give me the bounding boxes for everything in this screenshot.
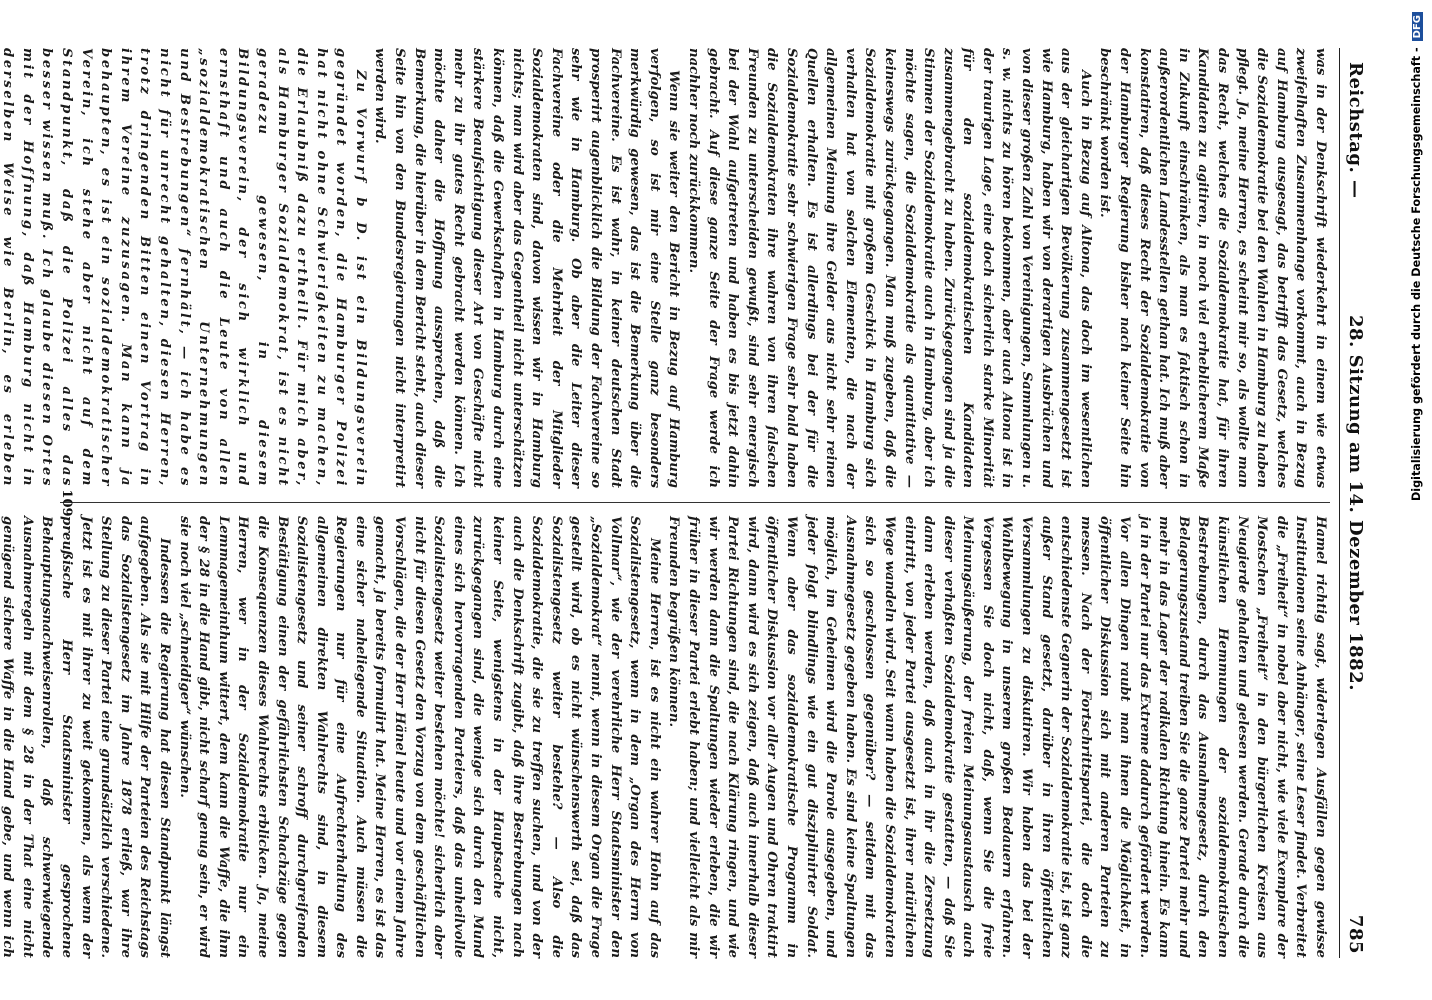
header-title: 28. Sitzung am 14. Dezember 1882. [1345, 315, 1366, 691]
column-divider [60, 502, 1330, 503]
paragraph: Meine Herren, ist es nicht ein wahrer Hohn auf das Sozialistengesetz, wenn in dem „Organ des Herrn von Vollmar“, wie der verehrliche Herr Staatsminister den „Sozialdemokrat“ nennt, wenn in diesem Organ die Frage gestellt wird, ob es nicht wünschenswerth sei, daß das Sozialistengesetz weiter bestehe? — Also die Sozialdemokratie, die sie zu treffen suchen, und von der auch die Denkschrift zugibt, daß ihre Bestrebungen nach keiner Seite, wenigstens in der Hauptsache nicht, zurückgegangen sind, die wenige sich durch den Mund eines sich hervorragenden Parteiers, daß das unheilvolle Sozialistengesetz weiter bestehen möchte! sicherlich aber nicht für diesen Gesetz den Vorzug von dem geschäftlichen Vorschlägen, die der Herr Hänel heute und vor einem Jahre gemacht, ja bereits formulirt hat. Meine Herren, es ist das eine sicher naheliegende Situation. Auch müssen die Regierungen nur für eine Aufrechterhaltung des allgemeinen direkten Wahlrechts sind, in diesem Sozialistengesetz und seiner schroff durchgreifenden Bestätigung einen der gefährlichsten Schachzüge gegen die Konsequenzen dieses Wahlrechts erblicken. Ja, meine Herren, wer in der Sozialdemokratie nur ein Lemmagemeinthum wittert, dem kann die Waffe, die ihm der § 28 in die Hand gibt, nicht scharf genug sein, er wird sie noch viel „schneidiger“ wünschen. [176, 516, 662, 958]
paragraph: Wenn sie weiter den Bericht in Bezug auf Hamburg verfolgen, so ist mir eine Stelle ganz besonders merkwürdig gewesen, das ist die Bemerkung über die Fachvereine. Es ist wahr, in keiner deutschen Stadt prosperirt augenblicklich die Bildung der Fachvereine so sehr wie in Hamburg. Ob aber die Leiter dieser Fachvereine oder die Mehrheit der Mitglieder Sozialdemokraten sind, davon wissen wir in Hamburg nichts; man wird aber das Gegentheil nicht unterschätzen können, daß die Gewerkschaften in Hamburg durch eine stärkere Beaufsichtigung dieser Art von Geschäfte nicht mehr zu ihr gutes Recht gebracht werden können. Ich möchte daher die Hoffnung aussprechen, daß die Bemerkung, die hierüber in dem Bericht steht, auch dieser Seite hin von den Bundesregierungen nicht interpretirt werden wird. [372, 48, 682, 488]
text-column-right [0, 516, 1330, 958]
paragraph: Zu Vorwurf b D. ist ein Bildungsverein gegründet worden, die Hamburger Polizei hat nicht ohne Schwierigkeiten zu machen, die Erlaubniß dazu ertheilt. Für mich aber, als Hamburger Sozialdemokrat, ist es nicht geradezu gewesen, in diesem Bildungsverein, der sich wirklich und ernsthaft und auch die Leute von allen „sozialdemokratischen Unternehmungen und Bestrebungen“ fernhält, — ich habe es nicht für unrecht gehalten, diesen Herren, trotz dringenden Bitten einen Vortrag in ihrem Vereine zuzusagen. Man kann ja behaupten, es ist ein sozialdemokratischer Verein, ich stehe aber nicht auf dem Standpunkt, daß die Polizei alles das besser wissen muß. Ich glaube diesen Ortes mit der Hoffnung, daß Hamburg nicht in derselben Weise wie Berlin, es erleben [0, 48, 368, 488]
page-number: 785 [1345, 914, 1366, 954]
rotated-page [0, 48, 1370, 958]
page-header [1339, 48, 1370, 958]
dfg-logo: DFG [1412, 12, 1423, 41]
paragraph: Indessen die Regierung hat diesen Standpunkt längst aufgegeben. Als sie mit Hilfe der Parteien des Reichstags das Sozialistengesetz im Jahre 1878 erließ, war ihre Stellung zu dieser Partei eine grundsätzlich verschiedene. Jetzt ist es mit ihrer zu weit gekommen, als wenn der preußische Herr Staatsminister gesprochene Behauptungsnachweisenrollen, daß schwerwiegende Ausnahmeregeln mit dem § 28 in der That eine nicht genügend sichere Waffe in die Hand gebe, und wenn ich [0, 516, 172, 958]
text-column-left [0, 48, 1330, 488]
header-left: Reichstag. — [1345, 62, 1366, 199]
paragraph: was in der Denkschrift wiederkehrt in einem wie etwas zweifelhaften Zusammenhange vorkommt, auch in Bezug auf Hamburg ausgesagt, das betrifft das Gesetz, welches die Sozialdemokratie bei den Wahlen in Hamburg zu haben pflegt. Ja, meine Herren, es scheint mir so, als wollte man das Recht, welches die Sozialdemokratie hat, für ihren Kandidaten zu agitiren, in noch viel erheblicherem Maße in Zukunft einschränken, als man es faktisch schon in außerordentlichen Landesstellen gethan hat. Ich muß aber konstatiren, daß dieses Recht der Sozialdemokratie von der Hamburger Regierung bisher nach keiner Seite hin beschränkt worden ist. [1097, 48, 1328, 488]
digitization-note [1410, 12, 1428, 988]
signature-number: 109 [59, 489, 74, 517]
digitization-text: Digitalisierung gefördert durch die Deutsche Forschungsgemeinschaft - [1410, 47, 1423, 501]
paragraph: Hamel richtig sagt, widerlegen Ausfällen gegen gewisse Institutionen seine Anhänger, seine Leser findet. Verbreitet die „Freiheit“ in nobel aber nicht, wie viele Exemplare der Mostschen „Freiheit“ in den bürgerlichen Kreisen aus Neugierde gehalten und gelesen werden. Gerade durch die künstlichen Hemmungen der sozialdemokratischen Bestrebungen, durch das Ausnahmegesetz, durch den Belagerungszustand treiben Sie die ganze Partei mehr und mehr in das Lager der radikalen Richtung hinein. Es kann ja in der Partei nur das Extreme dadurch gefördert werden. Vor allen Dingen raubt man ihnen die Möglichkeit, in öffentlicher Diskussion sich mit anderen Parteien zu messen. Nach der Fortschrittspartei, die doch die entschiedenste Gegnerin der Sozialdemokratie ist, ist ganz außer Stand gesetzt, darüber in ihren öffentlichen Versammlungen zu diskutiren. Wir haben das bei der Wahlbewegung in unserem großen Bedauern erfahren. Vergessen Sie doch nicht, daß, wenn Sie die freie Meinungsäußerung, der freien Meinungsaustausch auch dieser verhaßten Sozialdemokratie gestatten, — daß Sie dann erleben werden, daß auch in ihr die Zersetzung eintritt, von jeder Partei ausgesetzt ist, ihrer natürlichen Wege wandeln wird. Seit wann haben die Sozialdemokraten sich so geschlossen gegenüber? — seitdem mit das Ausnahmegesetz gegeben haben. Es sind keine Spaltungen möglich, im Geheimen wird die Parole ausgegeben, und jeder folgt blindlings wie ein gut disziplinirter Soldat. Wenn aber das sozialdemokratische Programm in öffentlicher Diskussion vor aller Augen und Ohren traktirt wird, dann wird es sich zeigen, daß auch innerhalb dieser Partei Richtungen sind, die nach Klärung ringen, und wie wir werden dann die Spaltungen wieder erleben, die wir früher in dieser Partei erlebt haben; und vielleicht als mir Freunden begrüßen können. [666, 516, 1328, 958]
paragraph: Auch in Bezug auf Altona, das doch im wesentlichen aus der gleichartigen Bevölkerung zusammengesetzt ist wie Hamburg, haben wir von derartigen Ausbrüchen und von dieser großen Zahl von Vereinigungen, Sammlungen u. s. w. nichts zu hören bekommen, aber auch Altona ist in der traurigen Lage, eine doch sicherlich starke Minorität für den sozialdemokratischen Kandidaten zusammengebracht zu haben. Zurückgegangen sind ja die Stimmen der Sozialdemokratie auch in Hamburg, aber ich möchte sagen, die Sozialdemokratie als quantitative — keineswegs zurückgegangen. Man muß zugeben, daß die Sozialdemokratie mit großem Geschick in Hamburg sich verhalten hat von solchen Elementen, die nach der allgemeinen Meinung ihre Gelder aus nicht sehr reinen Quellen erhalten. Es ist allerdings bei der für die Sozialdemokratie sehr schwierigen Frage sehr bald haben die Sozialdemokraten ihre wahren von ihren falschen Freunden zu unterscheiden gewußt, sind sehr energisch bei der Wahl aufgetreten und haben es bis jetzt dahin gebracht. Auf diese ganze Seite der Frage werde ich nachher noch zurückkommen. [686, 48, 1093, 488]
